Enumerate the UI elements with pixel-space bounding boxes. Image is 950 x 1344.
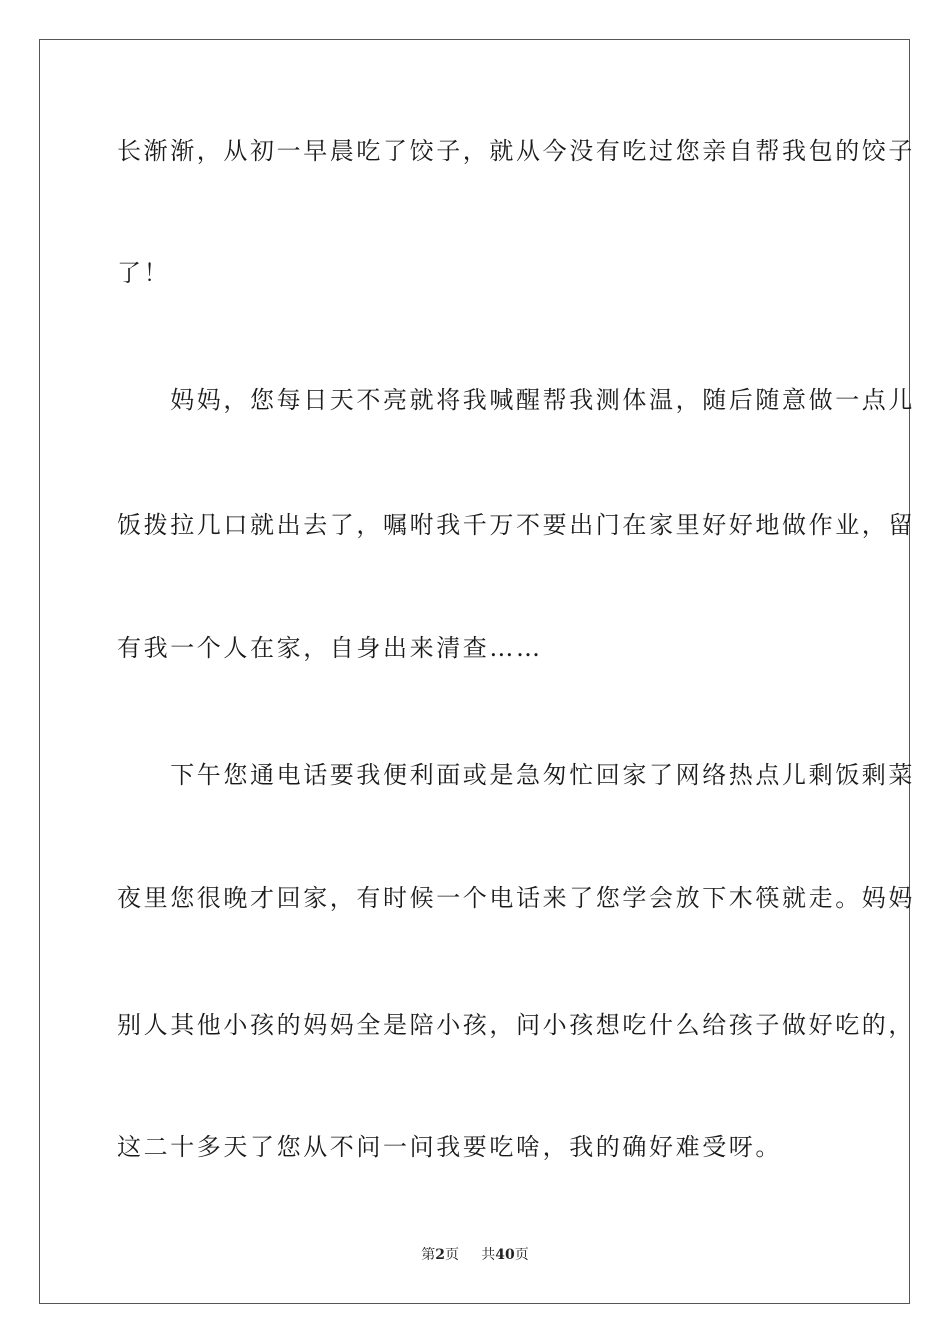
paragraph-2-line-2: 饭拨拉几口就出去了，嘱咐我千万不要出门在家里好好地做作业，留 <box>117 511 915 539</box>
page-border <box>39 39 910 1304</box>
page-suffix: 页 <box>445 1247 459 1263</box>
paragraph-3-line-4: 这二十多天了您从不问一问我要吃啥，我的确好难受呀。 <box>117 1133 782 1161</box>
total-pages-indicator <box>481 1247 528 1263</box>
total-pages: 40 <box>495 1247 515 1263</box>
page-number: 2 <box>435 1247 445 1263</box>
paragraph-3-line-1: 下午您通电话要我便利面或是急匆忙回家了网络热点儿剩饭剩菜 <box>117 761 915 789</box>
paragraph-3-line-2: 夜里您很晚才回家，有时候一个电话来了您学会放下木筷就走。妈妈 <box>117 884 915 912</box>
paragraph-3-line-3: 别人其他小孩的妈妈全是陪小孩，问小孩想吃什么给孩子做好吃的， <box>117 1011 915 1039</box>
body-text-line-2: 了！ <box>117 259 171 287</box>
total-prefix: 共 <box>481 1247 496 1263</box>
paragraph-2-line-3: 有我一个人在家，自身出来清查…… <box>117 634 543 662</box>
page-indicator <box>421 1247 459 1263</box>
body-text-line-1: 长渐渐，从初一早晨吃了饺子，就从今没有吃过您亲自帮我包的饺子 <box>117 137 915 165</box>
paragraph-2-line-1: 妈妈，您每日天不亮就将我喊醒帮我测体温，随后随意做一点儿 <box>117 386 915 414</box>
page-footer <box>0 1246 950 1264</box>
page-prefix: 第 <box>421 1247 436 1263</box>
total-suffix: 页 <box>514 1247 529 1263</box>
